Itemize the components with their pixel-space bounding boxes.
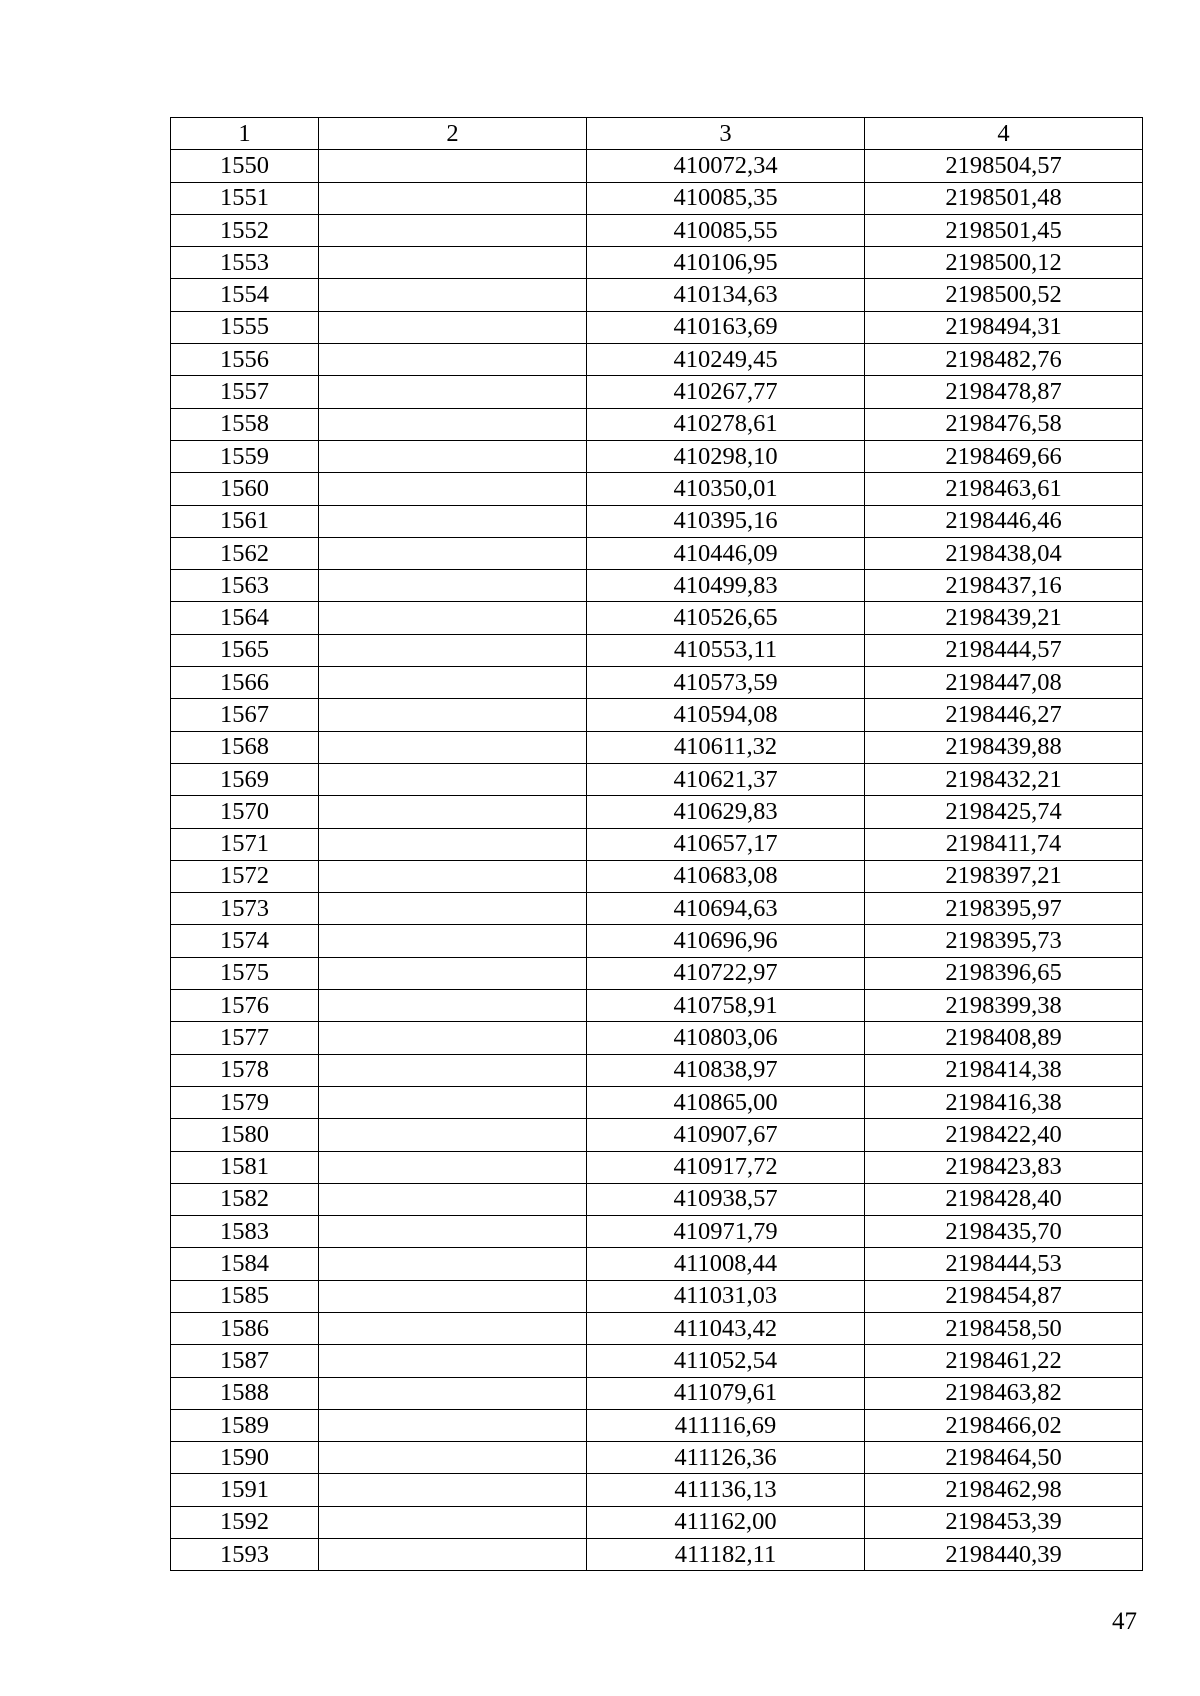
x-coordinate-cell: 410278,61 — [587, 408, 865, 440]
y-coordinate-cell: 2198494,31 — [865, 311, 1143, 343]
y-coordinate-cell: 2198428,40 — [865, 1183, 1143, 1215]
point-number-cell: 1574 — [171, 925, 319, 957]
table-row — [171, 344, 1143, 376]
table-row — [171, 1183, 1143, 1215]
x-coordinate-cell: 410106,95 — [587, 247, 865, 279]
empty-cell — [319, 376, 587, 408]
x-coordinate-cell: 410085,55 — [587, 214, 865, 246]
point-number-cell: 1579 — [171, 1086, 319, 1118]
point-number-cell: 1569 — [171, 763, 319, 795]
y-coordinate-cell: 2198466,02 — [865, 1409, 1143, 1441]
x-coordinate-cell: 410446,09 — [587, 537, 865, 569]
point-number-cell: 1564 — [171, 602, 319, 634]
point-number-cell: 1559 — [171, 440, 319, 472]
empty-cell — [319, 860, 587, 892]
point-number-cell: 1551 — [171, 182, 319, 214]
x-coordinate-cell: 410621,37 — [587, 763, 865, 795]
y-coordinate-cell: 2198444,53 — [865, 1248, 1143, 1280]
y-coordinate-cell: 2198458,50 — [865, 1312, 1143, 1344]
empty-cell — [319, 1409, 587, 1441]
y-coordinate-cell: 2198395,73 — [865, 925, 1143, 957]
y-coordinate-cell: 2198425,74 — [865, 796, 1143, 828]
x-coordinate-cell: 410917,72 — [587, 1151, 865, 1183]
column-header-1: 1 — [171, 118, 319, 150]
empty-cell — [319, 279, 587, 311]
x-coordinate-cell: 410722,97 — [587, 957, 865, 989]
x-coordinate-cell: 410971,79 — [587, 1216, 865, 1248]
point-number-cell: 1584 — [171, 1248, 319, 1280]
point-number-cell: 1586 — [171, 1312, 319, 1344]
point-number-cell: 1581 — [171, 1151, 319, 1183]
empty-cell — [319, 893, 587, 925]
y-coordinate-cell: 2198482,76 — [865, 344, 1143, 376]
point-number-cell: 1587 — [171, 1345, 319, 1377]
x-coordinate-cell: 410865,00 — [587, 1086, 865, 1118]
table-row — [171, 893, 1143, 925]
table-row — [171, 1216, 1143, 1248]
empty-cell — [319, 699, 587, 731]
empty-cell — [319, 505, 587, 537]
x-coordinate-cell: 411031,03 — [587, 1280, 865, 1312]
x-coordinate-cell: 410694,63 — [587, 893, 865, 925]
empty-cell — [319, 1345, 587, 1377]
x-coordinate-cell: 411126,36 — [587, 1442, 865, 1474]
point-number-cell: 1554 — [171, 279, 319, 311]
x-coordinate-cell: 410526,65 — [587, 602, 865, 634]
point-number-cell: 1563 — [171, 570, 319, 602]
table-row — [171, 1409, 1143, 1441]
table-row — [171, 990, 1143, 1022]
x-coordinate-cell: 410085,35 — [587, 182, 865, 214]
y-coordinate-cell: 2198414,38 — [865, 1054, 1143, 1086]
x-coordinate-cell: 411079,61 — [587, 1377, 865, 1409]
x-coordinate-cell: 410267,77 — [587, 376, 865, 408]
point-number-cell: 1578 — [171, 1054, 319, 1086]
y-coordinate-cell: 2198423,83 — [865, 1151, 1143, 1183]
empty-cell — [319, 1086, 587, 1118]
y-coordinate-cell: 2198397,21 — [865, 860, 1143, 892]
empty-cell — [319, 990, 587, 1022]
point-number-cell: 1552 — [171, 214, 319, 246]
table-body — [171, 150, 1143, 1571]
x-coordinate-cell: 410298,10 — [587, 440, 865, 472]
table-row — [171, 957, 1143, 989]
empty-cell — [319, 1216, 587, 1248]
table-row — [171, 1506, 1143, 1538]
y-coordinate-cell: 2198435,70 — [865, 1216, 1143, 1248]
empty-cell — [319, 1183, 587, 1215]
table-row — [171, 925, 1143, 957]
y-coordinate-cell: 2198447,08 — [865, 667, 1143, 699]
table-row — [171, 1119, 1143, 1151]
table-row — [171, 860, 1143, 892]
point-number-cell: 1583 — [171, 1216, 319, 1248]
x-coordinate-cell: 410938,57 — [587, 1183, 865, 1215]
point-number-cell: 1562 — [171, 537, 319, 569]
x-coordinate-cell: 410611,32 — [587, 731, 865, 763]
x-coordinate-cell: 410395,16 — [587, 505, 865, 537]
table-row — [171, 1151, 1143, 1183]
point-number-cell: 1567 — [171, 699, 319, 731]
point-number-cell: 1558 — [171, 408, 319, 440]
point-number-cell: 1592 — [171, 1506, 319, 1538]
table-row — [171, 1539, 1143, 1571]
point-number-cell: 1553 — [171, 247, 319, 279]
point-number-cell: 1557 — [171, 376, 319, 408]
empty-cell — [319, 602, 587, 634]
x-coordinate-cell: 410629,83 — [587, 796, 865, 828]
table-row — [171, 1248, 1143, 1280]
empty-cell — [319, 1151, 587, 1183]
point-number-cell: 1560 — [171, 473, 319, 505]
empty-cell — [319, 473, 587, 505]
point-number-cell: 1585 — [171, 1280, 319, 1312]
x-coordinate-cell: 411116,69 — [587, 1409, 865, 1441]
table-row — [171, 602, 1143, 634]
table-row — [171, 731, 1143, 763]
table-row — [171, 408, 1143, 440]
x-coordinate-cell: 410657,17 — [587, 828, 865, 860]
x-coordinate-cell: 410594,08 — [587, 699, 865, 731]
table-row — [171, 796, 1143, 828]
empty-cell — [319, 957, 587, 989]
x-coordinate-cell: 410249,45 — [587, 344, 865, 376]
x-coordinate-cell: 410838,97 — [587, 1054, 865, 1086]
y-coordinate-cell: 2198437,16 — [865, 570, 1143, 602]
empty-cell — [319, 408, 587, 440]
y-coordinate-cell: 2198462,98 — [865, 1474, 1143, 1506]
x-coordinate-cell: 411182,11 — [587, 1539, 865, 1571]
y-coordinate-cell: 2198476,58 — [865, 408, 1143, 440]
y-coordinate-cell: 2198396,65 — [865, 957, 1143, 989]
table-row — [171, 1377, 1143, 1409]
y-coordinate-cell: 2198500,52 — [865, 279, 1143, 311]
point-number-cell: 1561 — [171, 505, 319, 537]
x-coordinate-cell: 410758,91 — [587, 990, 865, 1022]
column-header-3: 3 — [587, 118, 865, 150]
empty-cell — [319, 828, 587, 860]
x-coordinate-cell: 411052,54 — [587, 1345, 865, 1377]
y-coordinate-cell: 2198444,57 — [865, 634, 1143, 666]
y-coordinate-cell: 2198439,88 — [865, 731, 1143, 763]
table-row — [171, 247, 1143, 279]
table-row — [171, 1474, 1143, 1506]
empty-cell — [319, 440, 587, 472]
table-row — [171, 150, 1143, 182]
point-number-cell: 1588 — [171, 1377, 319, 1409]
coordinates-table — [170, 117, 1143, 1571]
x-coordinate-cell: 410573,59 — [587, 667, 865, 699]
x-coordinate-cell: 410072,34 — [587, 150, 865, 182]
y-coordinate-cell: 2198395,97 — [865, 893, 1143, 925]
table-row — [171, 505, 1143, 537]
point-number-cell: 1550 — [171, 150, 319, 182]
y-coordinate-cell: 2198504,57 — [865, 150, 1143, 182]
table-row — [171, 570, 1143, 602]
empty-cell — [319, 925, 587, 957]
empty-cell — [319, 247, 587, 279]
y-coordinate-cell: 2198453,39 — [865, 1506, 1143, 1538]
point-number-cell: 1575 — [171, 957, 319, 989]
point-number-cell: 1572 — [171, 860, 319, 892]
empty-cell — [319, 570, 587, 602]
table-row — [171, 279, 1143, 311]
table-row — [171, 537, 1143, 569]
column-header-2: 2 — [319, 118, 587, 150]
table-row — [171, 1086, 1143, 1118]
x-coordinate-cell: 410499,83 — [587, 570, 865, 602]
y-coordinate-cell: 2198416,38 — [865, 1086, 1143, 1118]
y-coordinate-cell: 2198446,27 — [865, 699, 1143, 731]
empty-cell — [319, 1054, 587, 1086]
y-coordinate-cell: 2198469,66 — [865, 440, 1143, 472]
table-row — [171, 828, 1143, 860]
table-row — [171, 699, 1143, 731]
y-coordinate-cell: 2198408,89 — [865, 1022, 1143, 1054]
x-coordinate-cell: 410163,69 — [587, 311, 865, 343]
table-row — [171, 1022, 1143, 1054]
point-number-cell: 1589 — [171, 1409, 319, 1441]
empty-cell — [319, 763, 587, 795]
table-row — [171, 376, 1143, 408]
y-coordinate-cell: 2198501,48 — [865, 182, 1143, 214]
table-row — [171, 1280, 1143, 1312]
empty-cell — [319, 1474, 587, 1506]
point-number-cell: 1580 — [171, 1119, 319, 1151]
empty-cell — [319, 1377, 587, 1409]
table-row — [171, 311, 1143, 343]
y-coordinate-cell: 2198463,82 — [865, 1377, 1143, 1409]
y-coordinate-cell: 2198422,40 — [865, 1119, 1143, 1151]
table-row — [171, 440, 1143, 472]
point-number-cell: 1570 — [171, 796, 319, 828]
empty-cell — [319, 1506, 587, 1538]
point-number-cell: 1573 — [171, 893, 319, 925]
table-row — [171, 1054, 1143, 1086]
empty-cell — [319, 1442, 587, 1474]
y-coordinate-cell: 2198439,21 — [865, 602, 1143, 634]
empty-cell — [319, 1539, 587, 1571]
point-number-cell: 1582 — [171, 1183, 319, 1215]
x-coordinate-cell: 410134,63 — [587, 279, 865, 311]
table-row — [171, 763, 1143, 795]
page-number: 47 — [1112, 1608, 1137, 1635]
empty-cell — [319, 1312, 587, 1344]
column-header-4: 4 — [865, 118, 1143, 150]
table-row — [171, 1312, 1143, 1344]
x-coordinate-cell: 410683,08 — [587, 860, 865, 892]
y-coordinate-cell: 2198454,87 — [865, 1280, 1143, 1312]
point-number-cell: 1571 — [171, 828, 319, 860]
point-number-cell: 1568 — [171, 731, 319, 763]
point-number-cell: 1555 — [171, 311, 319, 343]
x-coordinate-cell: 411008,44 — [587, 1248, 865, 1280]
empty-cell — [319, 182, 587, 214]
table-row — [171, 473, 1143, 505]
y-coordinate-cell: 2198440,39 — [865, 1539, 1143, 1571]
empty-cell — [319, 1022, 587, 1054]
table-row — [171, 634, 1143, 666]
empty-cell — [319, 1248, 587, 1280]
point-number-cell: 1593 — [171, 1539, 319, 1571]
point-number-cell: 1591 — [171, 1474, 319, 1506]
y-coordinate-cell: 2198432,21 — [865, 763, 1143, 795]
y-coordinate-cell: 2198446,46 — [865, 505, 1143, 537]
y-coordinate-cell: 2198478,87 — [865, 376, 1143, 408]
x-coordinate-cell: 410350,01 — [587, 473, 865, 505]
table-header-row — [171, 118, 1143, 150]
y-coordinate-cell: 2198501,45 — [865, 214, 1143, 246]
empty-cell — [319, 1280, 587, 1312]
table-row — [171, 1442, 1143, 1474]
empty-cell — [319, 214, 587, 246]
x-coordinate-cell: 411162,00 — [587, 1506, 865, 1538]
y-coordinate-cell: 2198399,38 — [865, 990, 1143, 1022]
empty-cell — [319, 796, 587, 828]
table-row — [171, 214, 1143, 246]
empty-cell — [319, 537, 587, 569]
empty-cell — [319, 311, 587, 343]
y-coordinate-cell: 2198500,12 — [865, 247, 1143, 279]
table-row — [171, 182, 1143, 214]
y-coordinate-cell: 2198411,74 — [865, 828, 1143, 860]
point-number-cell: 1556 — [171, 344, 319, 376]
x-coordinate-cell: 410696,96 — [587, 925, 865, 957]
table-row — [171, 1345, 1143, 1377]
empty-cell — [319, 1119, 587, 1151]
empty-cell — [319, 634, 587, 666]
empty-cell — [319, 667, 587, 699]
point-number-cell: 1565 — [171, 634, 319, 666]
point-number-cell: 1566 — [171, 667, 319, 699]
empty-cell — [319, 150, 587, 182]
y-coordinate-cell: 2198461,22 — [865, 1345, 1143, 1377]
point-number-cell: 1577 — [171, 1022, 319, 1054]
point-number-cell: 1590 — [171, 1442, 319, 1474]
point-number-cell: 1576 — [171, 990, 319, 1022]
y-coordinate-cell: 2198464,50 — [865, 1442, 1143, 1474]
x-coordinate-cell: 410553,11 — [587, 634, 865, 666]
empty-cell — [319, 344, 587, 376]
x-coordinate-cell: 410803,06 — [587, 1022, 865, 1054]
x-coordinate-cell: 410907,67 — [587, 1119, 865, 1151]
empty-cell — [319, 731, 587, 763]
x-coordinate-cell: 411136,13 — [587, 1474, 865, 1506]
y-coordinate-cell: 2198438,04 — [865, 537, 1143, 569]
table-row — [171, 667, 1143, 699]
x-coordinate-cell: 411043,42 — [587, 1312, 865, 1344]
y-coordinate-cell: 2198463,61 — [865, 473, 1143, 505]
